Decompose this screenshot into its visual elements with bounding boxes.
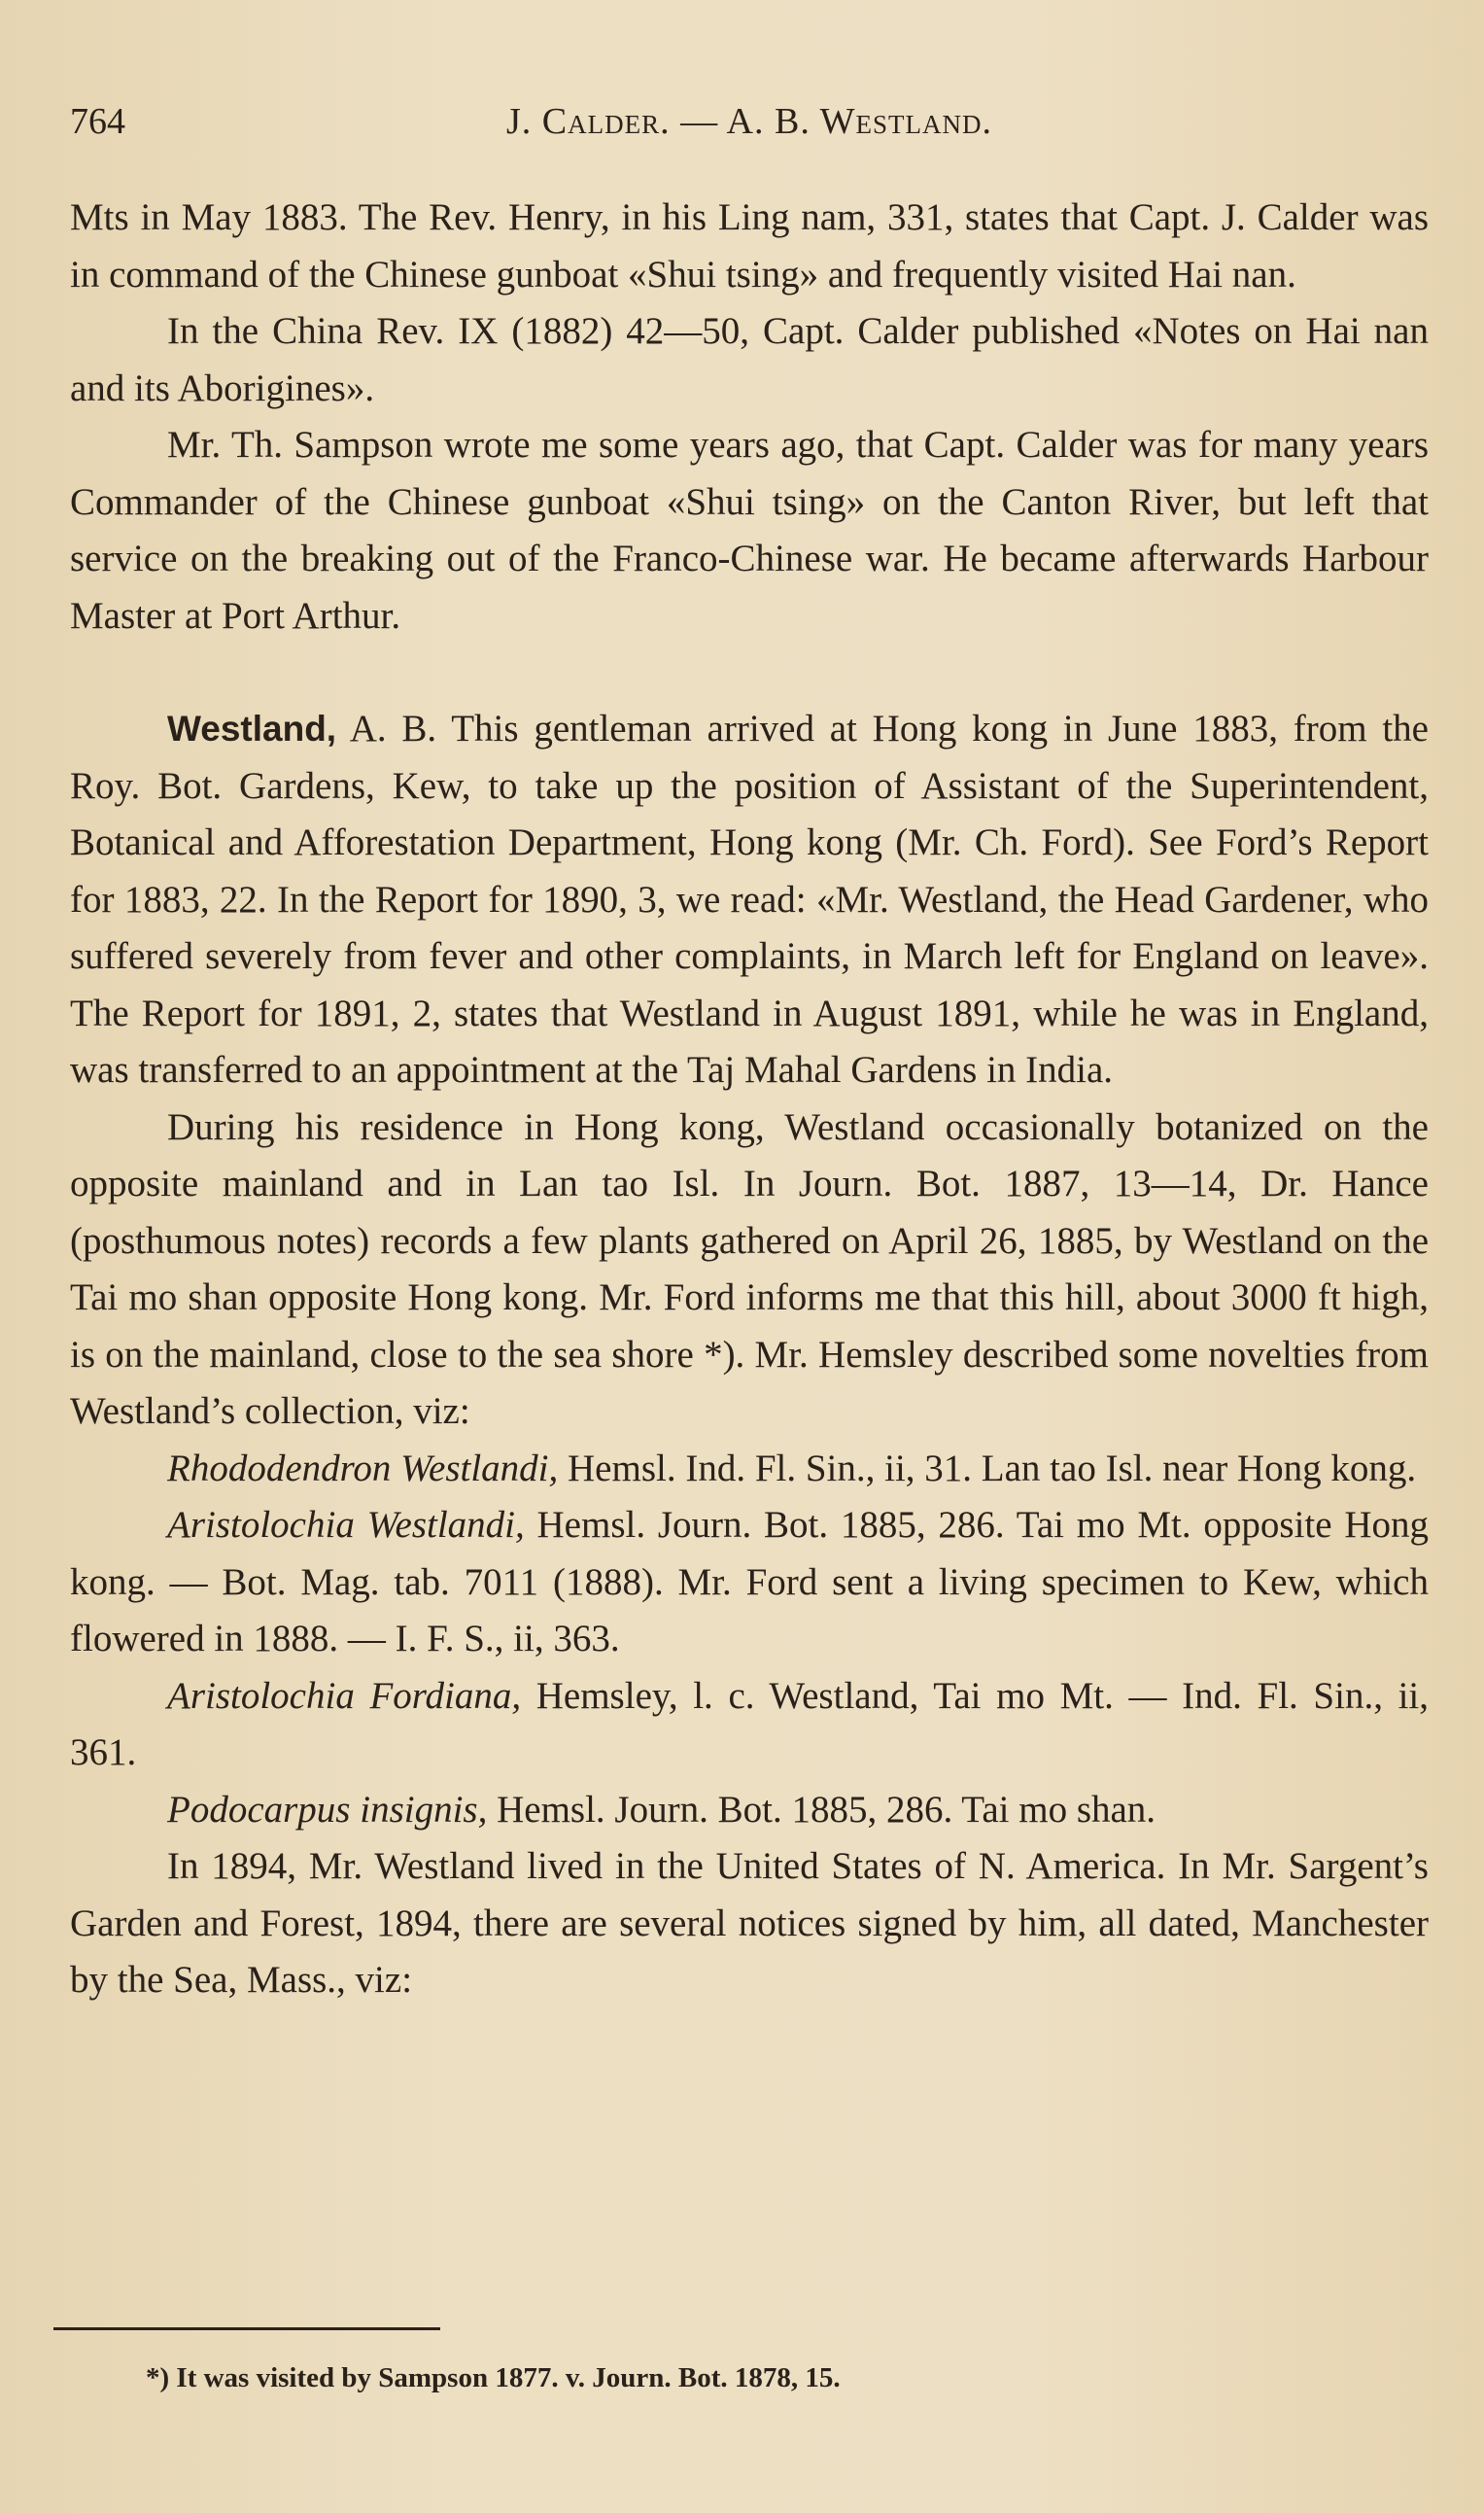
paragraph-china-review: In the China Rev. IX (1882) 42—50, Capt. Calder published «Notes on Hai nan and its Aborigines». — [70, 310, 1429, 409]
paragraph-calder-continued: Mts in May 1883. The Rev. Henry, in his Ling nam, 331, states that Capt. J. Calder was in command of the Chinese gunboat «Shui tsing» and frequently visited Hai nan. — [70, 196, 1429, 296]
species-podocarpus — [70, 1782, 1429, 1839]
species-name: Podocarpus insignis, — [167, 1788, 488, 1831]
footnote-rule — [53, 2327, 440, 2330]
body-text — [70, 190, 1429, 2009]
species-name: Rhododendron Westlandi, — [167, 1447, 559, 1489]
running-title: J. Calder. — A. B. Westland. — [506, 101, 992, 142]
species-citation: Hemsl. Journ. Bot. 1885, 286. Tai mo Mt. opposite Hong kong. — Bot. Mag. tab. 7011 (1888). Mr. Ford sent a living specimen to Kew, which flowered in 1888. — I. F. S., ii, 363. — [70, 1504, 1429, 1659]
paragraph-1894: In 1894, Mr. Westland lived in the United States of N. America. In Mr. Sargent’s Garden and Forest, 1894, there are several notices signed by him, all dated, Manchester by the Sea, Mass., viz: — [70, 1845, 1429, 2001]
species-rhododendron — [70, 1441, 1429, 1498]
page-number: 764 — [70, 101, 125, 142]
page-header — [70, 95, 1429, 148]
entry-westland-text: A. B. This gentleman arrived at Hong kong in June 1883, from the Roy. Bot. Gardens, Kew, to take up the position of Assistant of the Superintendent, Botanical and Afforestation Department, Hong kong (Mr. Ch. Ford). See Ford’s Report for 1883, 22. In the Report for 1890, 3, we read: «Mr. Westland, the Head Gardener, who suffered severely from fever and other complaints, in March left for England on leave». The Report for 1891, 2, states that Westland in August 1891, while he was in England, was transferred to an appointment at the Taj Mahal Gardens in India. — [70, 708, 1429, 1091]
species-citation: Hemsl. Ind. Fl. Sin., ii, 31. Lan tao Isl. near Hong kong. — [558, 1447, 1417, 1489]
species-citation: Hemsley, l. c. Westland, Tai mo Mt. — Ind. Fl. Sin., ii, 361. — [70, 1674, 1430, 1773]
species-name: Aristolochia Fordiana, — [167, 1674, 522, 1717]
headword-westland: Westland, — [167, 709, 337, 749]
species-citation: Hemsl. Journ. Bot. 1885, 286. Tai mo shan. — [487, 1788, 1156, 1831]
species-aristolochia-fordiana — [70, 1668, 1429, 1782]
species-aristolochia-westlandi — [70, 1497, 1429, 1668]
paragraph-sampson: Mr. Th. Sampson wrote me some years ago, that Capt. Calder was for many years Commander of the Chinese gunboat «Shui tsing» on the Canton River, but left that service on the breaking out of the Franco-Chinese war. He became afterwards Harbour Master at Port Arthur. — [70, 424, 1429, 637]
footnote: *) It was visited by Sampson 1877. v. Journ. Bot. 1878, 15. — [146, 2362, 841, 2393]
entry-westland — [70, 701, 1429, 1099]
species-name: Aristolochia Westlandi, — [167, 1504, 525, 1546]
paragraph-residence: During his residence in Hong kong, Westland occasionally botanized on the opposite mainland and in Lan tao Isl. In Journ. Bot. 1887, 13—14, Dr. Hance (posthumous notes) records a few plants gathered on April 26, 1885, by Westland on the Tai mo shan opposite Hong kong. Mr. Ford informs me that this hill, about 3000 ft high, is on the mainland, close to the sea shore *). Mr. Hemsley described some novelties from Westland’s collection, viz: — [70, 1105, 1429, 1432]
